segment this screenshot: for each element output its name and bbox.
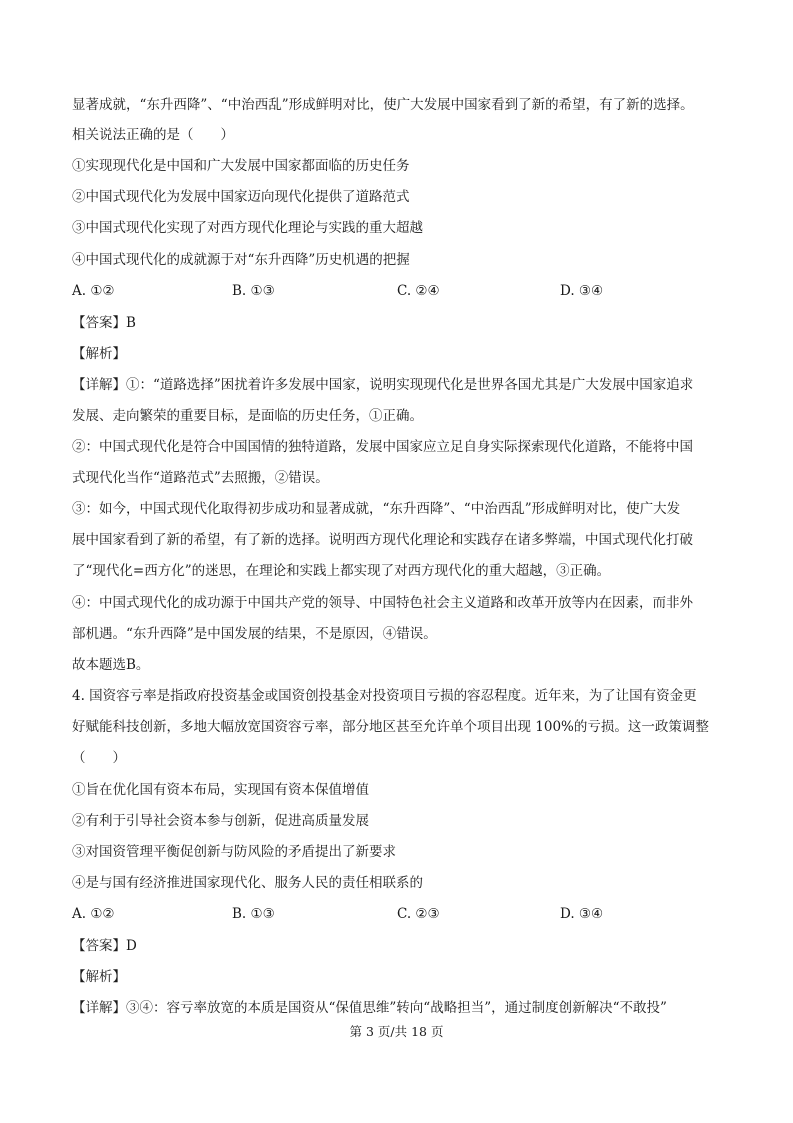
q3-analysis-line-5: ③：如今，中国式现代化取得初步成功和显著成就，“东升西降”、“中治西乱”形成鲜明对比，使广大发 [72,501,681,517]
q4-statement-3: ③对国资管理平衡促创新与防风险的矛盾提出了新要求 [72,844,396,860]
q3-answer: 【答案】B [72,315,136,331]
q3-statement-2: ②中国式现代化为发展中国家迈向现代化提供了道路范式 [72,189,410,205]
q3-option-a: A. ①② [72,283,115,299]
q3-option-c: C. ②④ [397,283,440,299]
q3-conclusion: 故本题选B。 [72,657,150,673]
q3-stem-line-1: 显著成就，“东升西降”、“中治西乱”形成鲜明对比，使广大发展中国家看到了新的希望，有了新的选择。 [72,97,694,113]
q4-option-a: A. ①② [72,906,115,922]
q4-option-d: D. ③④ [560,906,604,922]
q3-analysis-line-7: 了“现代化=西方化”的迷思，在理论和实践上都实现了对西方现代化的重大超越，③正确。 [72,563,611,579]
q4-statement-2: ②有利于引导社会资本参与创新，促进高质量发展 [72,813,369,829]
q4-option-c: C. ②③ [397,906,440,922]
q4-stem-line-3: （ ） [72,750,126,766]
q3-analysis-line-3: ②：中国式现代化是符合中国国情的独特道路，发展中国家应立足自身实际探索现代化道路，不能将中国 [72,439,693,455]
q3-analysis-line-6: 展中国家看到了新的希望，有了新的选择。说明西方现代化理论和实践存在诸多弊端，中国式现代化打破 [72,532,693,548]
q4-answer: 【答案】D [72,938,137,954]
q4-stem-line-2: 好赋能科技创新，多地大幅放宽国资容亏率，部分地区甚至允许单个项目出现 100%的亏损。这一政策调整 [72,719,709,735]
q3-analysis-line-4: 式现代化当作“道路范式”去照搬，②错误。 [72,470,329,486]
q3-option-b: B. ①③ [232,283,275,299]
q4-statement-1: ①旨在优化国有资本布局，实现国有资本保值增值 [72,782,369,798]
q3-stem-line-2: 相关说法正确的是（ ） [72,127,234,143]
q4-stem-line-1: 4. 国资容亏率是指政府投资基金或国资创投基金对投资项目亏损的容忍程度。近年来，为了让国有资金更 [72,688,697,704]
q3-analysis-line-1: 【详解】①：“道路选择”困扰着许多发展中国家，说明实现现代化是世界各国尤其是广大发展中国家追求 [72,377,694,393]
q3-statement-1: ①实现现代化是中国和广大发展中国家都面临的历史任务 [72,158,410,174]
page-footer: 第 3 页/共 18 页 [349,1024,444,1039]
q4-option-b: B. ①③ [232,906,275,922]
q3-analysis-label: 【解析】 [72,346,126,362]
q3-analysis-line-9: 部机遇。“东升西降”是中国发展的结果，不是原因，④错误。 [72,626,437,642]
q3-analysis-line-8: ④：中国式现代化的成功源于中国共产党的领导、中国特色社会主义道路和改革开放等内在因素，而非外 [72,595,693,611]
q4-analysis-label: 【解析】 [72,969,126,985]
q3-statement-3: ③中国式现代化实现了对西方现代化理论与实践的重大超越 [72,220,423,236]
q3-analysis-line-2: 发展、走向繁荣的重要目标，是面临的历史任务，①正确。 [72,408,423,424]
q3-option-d: D. ③④ [560,283,604,299]
q3-statement-4: ④中国式现代化的成就源于对“东升西降”历史机遇的把握 [72,252,410,268]
q4-analysis-line-1: 【详解】③④：容亏率放宽的本质是国资从“保值思维”转向“战略担当”，通过制度创新解决“不敢投” [72,1000,667,1016]
q4-statement-4: ④是与国有经济推进国家现代化、服务人民的责任相联系的 [72,875,423,891]
